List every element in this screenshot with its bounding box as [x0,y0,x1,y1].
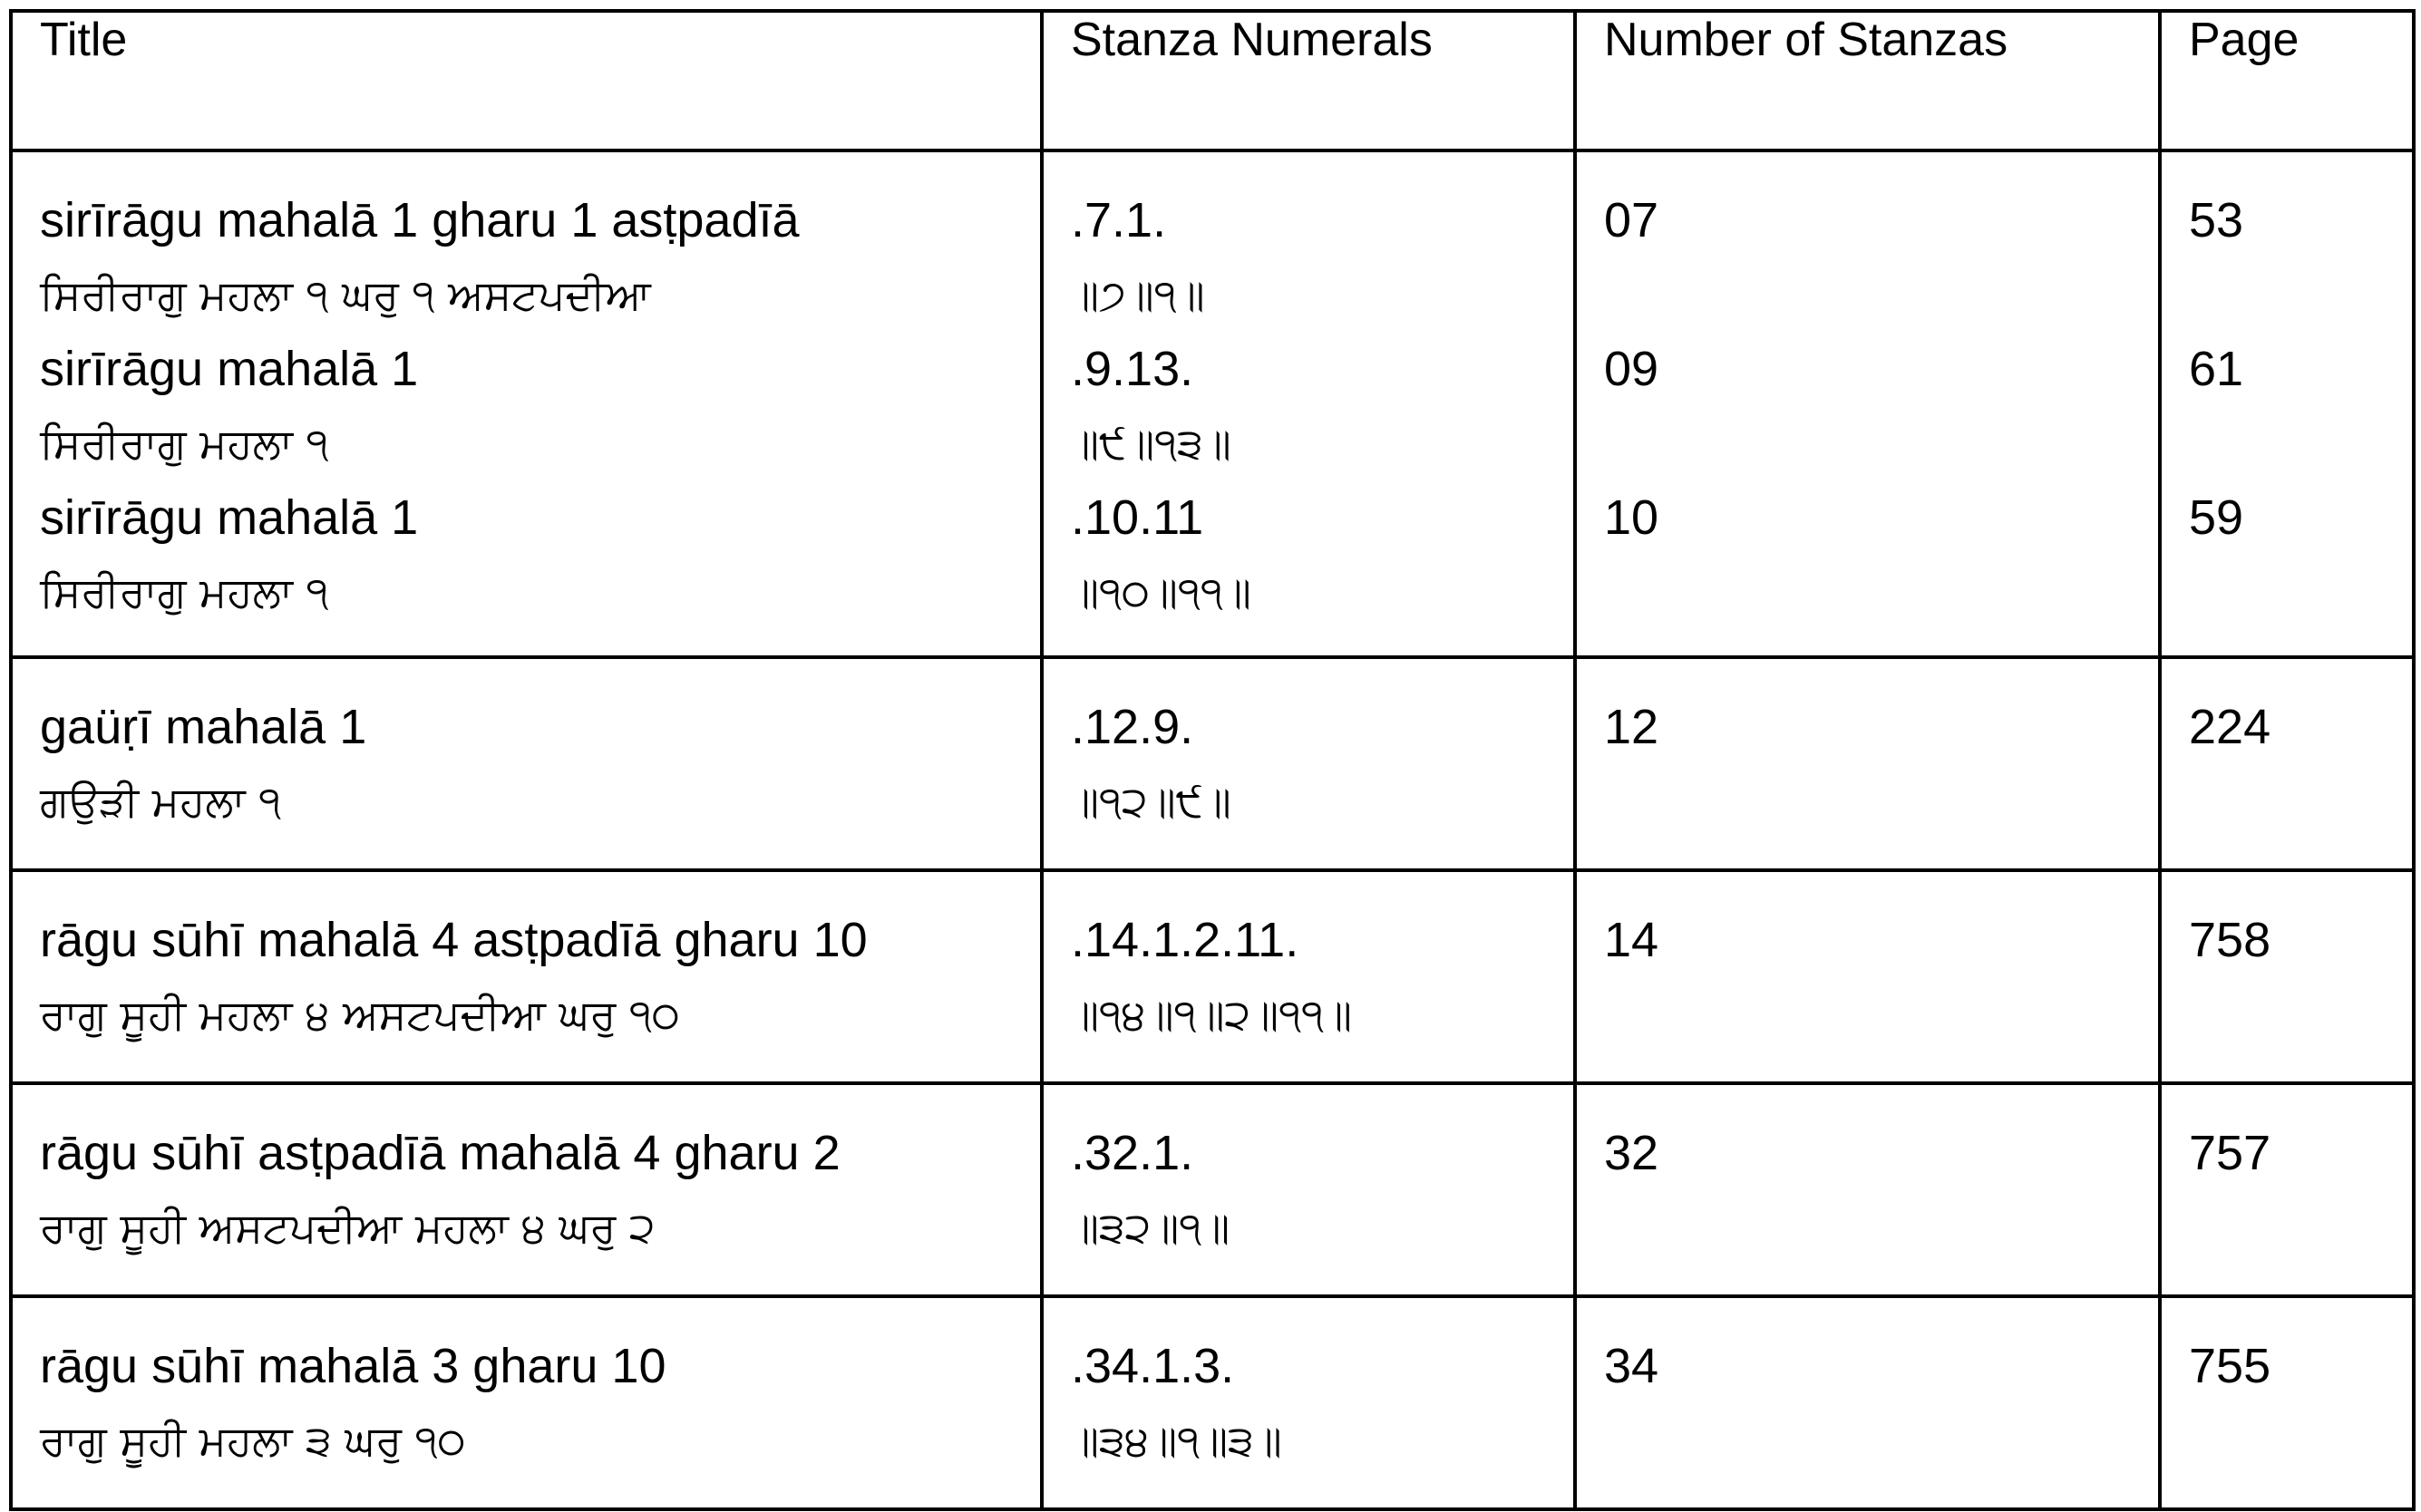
title-gurmukhi: ਰਾਗੁ ਸੂਹੀ ਅਸਟਪਦੀਆ ਮਹਲਾ ੪ ਘਰੁ ੨ [40,1203,656,1252]
stanza-table [9,9,2416,1511]
numerals-cell [1042,657,1575,870]
numerals-gurmukhi: ॥੩੨॥੧॥ [1071,1203,1230,1252]
numerals-gurmukhi: ॥੧੪॥੧॥੨॥੧੧॥ [1071,990,1353,1039]
page-number: 757 [2189,1126,2271,1180]
header-row [11,11,2414,150]
page-cell [2160,870,2414,1083]
stanza-count: 34 [1604,1339,1659,1393]
header-title: Title [11,11,1042,150]
stanza-count: 12 [1604,700,1659,754]
numerals-roman: .9.13. [1071,342,1194,396]
title-gurmukhi: ਗਉੜੀ ਮਹਲਾ ੧ [40,777,282,826]
page-cell [2160,150,2414,657]
title-roman: sirīrāgu mahalā 1 [40,490,419,545]
numerals-cell [1042,1296,1575,1509]
stanza-count: 09 [1604,342,1659,396]
page-cell [2160,1296,2414,1509]
title-cell [11,870,1042,1083]
table-row [11,1296,2414,1509]
header-page: Page [2160,11,2414,150]
numerals-roman: .12.9. [1071,700,1194,754]
title-gurmukhi: ਰਾਗੁ ਸੂਹੀ ਮਹਲਾ ੪ ਅਸਟਪਦੀਆ ਘਰੁ ੧੦ [40,990,680,1039]
stanza-count: 14 [1604,913,1659,967]
stanza-count-cell [1575,657,2160,870]
title-gurmukhi: ਸਿਰੀਰਾਗੁ ਮਹਲਾ ੧ ਘਰੁ ੧ ਅਸਟਪਦੀਆ [40,270,651,319]
page-cell [2160,1083,2414,1296]
numerals-roman: .34.1.3. [1071,1339,1235,1393]
header-number-of-stanzas: Number of Stanzas [1575,11,2160,150]
page-number: 755 [2189,1339,2271,1393]
numerals-roman: .10.11 [1071,490,1204,545]
numerals-gurmukhi: ॥੯॥੧੩॥ [1071,419,1231,468]
page-number: 59 [2189,490,2244,545]
page-number: 61 [2189,342,2244,396]
numerals-roman: .32.1. [1071,1126,1194,1180]
stanza-count-cell [1575,870,2160,1083]
title-roman: gaüṛī mahalā 1 [40,700,367,754]
page-number: 224 [2189,700,2271,754]
page-number: 53 [2189,193,2244,247]
table-row [11,657,2414,870]
stanza-count-cell [1575,1296,2160,1509]
title-roman: rāgu sūhī mahalā 3 gharu 10 [40,1339,666,1393]
numerals-gurmukhi: ॥੩੪॥੧॥੩॥ [1071,1416,1282,1465]
numerals-gurmukhi: ॥੭॥੧॥ [1071,270,1205,319]
title-gurmukhi: ਸਿਰੀਰਾਗੁ ਮਹਲਾ ੧ [40,419,329,468]
stanza-count-cell [1575,1083,2160,1296]
title-cell [11,150,1042,657]
title-cell [11,1083,1042,1296]
page-cell [2160,657,2414,870]
stanza-count: 10 [1604,490,1659,545]
title-cell [11,1296,1042,1509]
numerals-roman: .7.1. [1071,193,1167,247]
stanza-count-cell [1575,150,2160,657]
title-gurmukhi: ਸਿਰੀਰਾਗੁ ਮਹਲਾ ੧ [40,567,329,616]
numerals-cell [1042,1083,1575,1296]
numerals-roman: .14.1.2.11. [1071,913,1299,967]
title-roman: rāgu sūhī asṭpadīā mahalā 4 gharu 2 [40,1126,841,1180]
table-row [11,1083,2414,1296]
title-gurmukhi: ਰਾਗੁ ਸੂਹੀ ਮਹਲਾ ੩ ਘਰੁ ੧੦ [40,1416,466,1465]
numerals-gurmukhi: ॥੧੦॥੧੧॥ [1071,567,1251,616]
title-roman: rāgu sūhī mahalā 4 asṭpadīā gharu 10 [40,913,868,967]
numerals-gurmukhi: ॥੧੨॥੯॥ [1071,777,1231,826]
table-row [11,150,2414,657]
table-row [11,870,2414,1083]
header-stanza-numerals: Stanza Numerals [1042,11,1575,150]
title-cell [11,657,1042,870]
title-roman: sirīrāgu mahalā 1 [40,342,419,396]
title-roman: sirīrāgu mahalā 1 gharu 1 asṭpadīā [40,193,800,247]
numerals-cell [1042,870,1575,1083]
numerals-cell [1042,150,1575,657]
stanza-count: 07 [1604,193,1659,247]
stanza-count: 32 [1604,1126,1659,1180]
page-number: 758 [2189,913,2271,967]
